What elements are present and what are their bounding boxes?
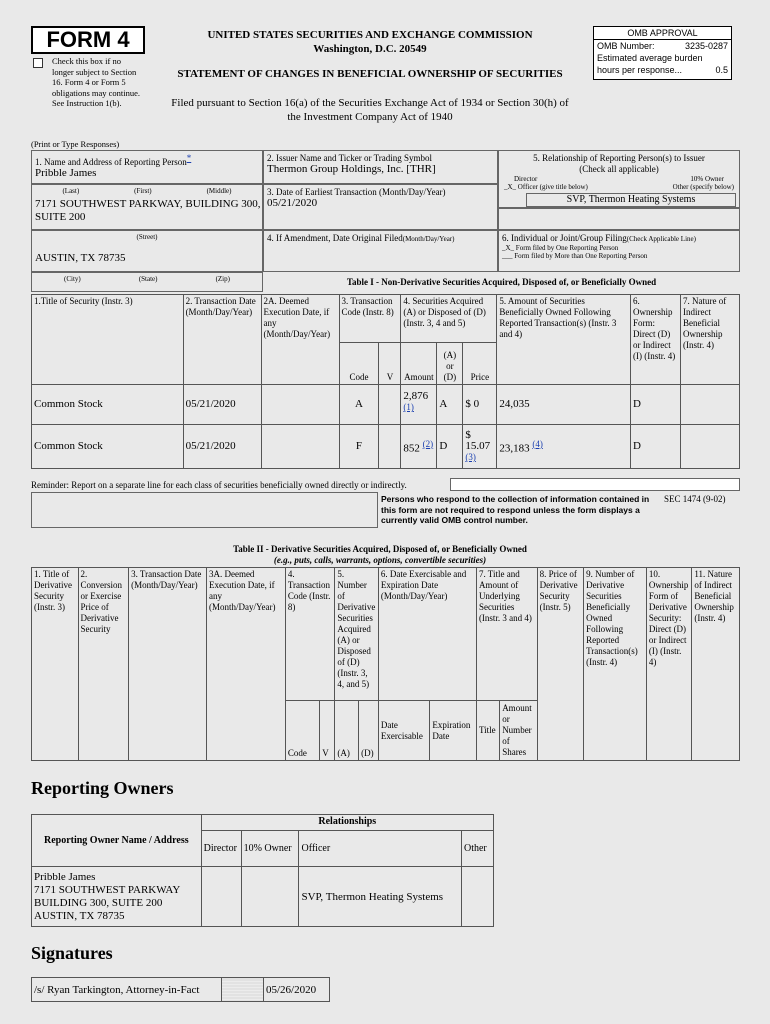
t1-h2: 2. Transaction Date (Month/Day/Year) bbox=[183, 295, 261, 385]
asterisk-link[interactable]: * bbox=[186, 153, 192, 163]
t1-price-cell bbox=[463, 425, 497, 469]
t1-h6: 6. Ownership Form: Direct (D) or Indirect (I) (Instr. 4) bbox=[631, 295, 681, 385]
ro-col-ten-pct: 10% Owner bbox=[241, 831, 299, 867]
officer-title-box bbox=[526, 193, 736, 207]
omb-hours-label: hours per response... bbox=[597, 65, 683, 75]
ro-owner-line: BUILDING 300, SUITE 200 bbox=[34, 896, 163, 909]
amendment-box bbox=[263, 230, 498, 272]
table1-row bbox=[32, 425, 740, 469]
table1 bbox=[31, 294, 740, 469]
t1-amount: 2,876 bbox=[403, 390, 429, 403]
t1-code: A bbox=[339, 385, 379, 425]
table1-title: Table I - Non-Derivative Securities Acquired, Disposed of, or Beneficially Owned bbox=[346, 277, 657, 287]
t2-h6: 6. Date Exercisable and Expiration Date (Month/Day/Year) bbox=[378, 568, 476, 701]
footnote-2-link[interactable]: (2) bbox=[422, 438, 434, 449]
footnote-1-link[interactable]: (1) bbox=[403, 402, 414, 413]
reporting-person-label: 1. Name and Address of Reporting Person bbox=[35, 157, 187, 167]
footnote-3-link[interactable]: (3) bbox=[465, 452, 476, 462]
agency-heading bbox=[160, 28, 580, 56]
ten-pct-option: 10% Owner bbox=[690, 175, 724, 183]
checkbox-text: Check this box if no longer subject to Section 16. Form 4 or Form 5 obligations may continue. See Instruction 1(b). bbox=[52, 56, 141, 108]
t2-h7: 7. Title and Amount of Underlying Securities (Instr. 3 and 4) bbox=[476, 568, 537, 701]
t1-owned-cell bbox=[497, 425, 631, 469]
t2-sub-a: (A) bbox=[335, 701, 359, 761]
omb-title: OMB APPROVAL bbox=[594, 27, 731, 40]
omb-hours-value: 0.5 bbox=[715, 65, 728, 75]
t1-deemed bbox=[261, 425, 339, 469]
t1-aord: D bbox=[437, 425, 463, 469]
signatures-table bbox=[31, 977, 330, 1002]
t1-h2a: 2A. Deemed Execution Date, if any (Month/Day/Year) bbox=[261, 295, 339, 385]
t2-h11: 11. Nature of Indirect Beneficial Ownership (Instr. 4) bbox=[692, 568, 740, 761]
ro-owner-address bbox=[32, 867, 202, 927]
relationship-sub: (Check all applicable) bbox=[579, 164, 659, 174]
officer-title: SVP, Thermon Heating Systems bbox=[566, 194, 696, 205]
t1-aord: A bbox=[437, 385, 463, 425]
footnote-4-link[interactable]: (4) bbox=[532, 438, 543, 449]
filing-sub: (Check Applicable Line) bbox=[626, 235, 696, 243]
street-label: (Street) bbox=[136, 233, 158, 241]
ro-director-value bbox=[201, 867, 241, 927]
first-label: (First) bbox=[134, 187, 152, 195]
t1-v bbox=[379, 385, 401, 425]
t1-sub-amount: Amount bbox=[401, 343, 437, 385]
omb-approval-box bbox=[593, 26, 732, 80]
reporting-address-box bbox=[31, 184, 263, 230]
reporting-owners-title: Reporting Owners bbox=[31, 778, 174, 798]
relationship-spacer bbox=[498, 208, 740, 230]
t2-h4: 4. Transaction Code (Instr. 8) bbox=[285, 568, 335, 701]
signature-gap bbox=[222, 978, 264, 1002]
t1-form: D bbox=[631, 385, 681, 425]
t2-sub-code: Code bbox=[285, 701, 319, 761]
t2-h2: 2. Conversion or Exercise Price of Derivative Security bbox=[78, 568, 129, 761]
filed-pursuant bbox=[145, 96, 595, 124]
t1-nature bbox=[680, 385, 739, 425]
t1-h1: 1.Title of Security (Instr. 3) bbox=[32, 295, 184, 385]
t2-sub-d: (D) bbox=[359, 701, 379, 761]
t1-price: $ 0 bbox=[463, 385, 497, 425]
signer-name: /s/ Ryan Tarkington, Attorney-in-Fact bbox=[32, 978, 222, 1002]
reporting-address: 7171 SOUTHWEST PARKWAY, BUILDING 300, SUITE 200 bbox=[35, 198, 261, 223]
city-state-zip-labels bbox=[31, 272, 263, 292]
t1-amount-cell bbox=[401, 425, 437, 469]
director-option: Director bbox=[514, 175, 538, 183]
t1-form: D bbox=[631, 425, 681, 469]
t2-sub-exercisable: Date Exercisable bbox=[378, 701, 430, 761]
ro-row bbox=[32, 867, 494, 927]
earliest-date-label: 3. Date of Earliest Transaction (Month/Day/Year) bbox=[267, 187, 446, 197]
signatures-title: Signatures bbox=[31, 943, 113, 963]
ro-relationships: Relationships bbox=[201, 815, 493, 831]
print-note: (Print or Type Responses) bbox=[31, 139, 120, 149]
t1-sub-aord: (A) or (D) bbox=[437, 343, 463, 385]
issuer-label: 2. Issuer Name and Ticker or Trading Symbol bbox=[267, 153, 432, 163]
reminder-blank bbox=[450, 478, 740, 491]
ro-other-value bbox=[461, 867, 493, 927]
ro-owner-line: AUSTIN, TX 78735 bbox=[34, 909, 125, 922]
t1-code: F bbox=[339, 425, 379, 469]
amendment-sub: (Month/Day/Year) bbox=[402, 235, 455, 243]
t1-date: 05/21/2020 bbox=[183, 425, 261, 469]
t2-h9: 9. Number of Derivative Securities Beneficially Owned Following Reported Transaction(s) (Instr. 4) bbox=[584, 568, 647, 761]
t1-security: Common Stock bbox=[32, 385, 184, 425]
statement-title: STATEMENT OF CHANGES IN BENEFICIAL OWNERSHIP OF SECURITIES bbox=[177, 68, 563, 80]
ro-col-other: Other bbox=[461, 831, 493, 867]
relationship-label: 5. Relationship of Reporting Person(s) to Issuer bbox=[533, 153, 705, 163]
signature-date: 05/26/2020 bbox=[264, 978, 330, 1002]
ro-ten-pct-value bbox=[241, 867, 299, 927]
t1-h5: 5. Amount of Securities Beneficially Owned Following Reported Transaction(s) (Instr. 3 and 4) bbox=[497, 295, 631, 385]
persons-blank-box bbox=[31, 492, 378, 528]
t1-sub-price: Price bbox=[463, 343, 497, 385]
no-longer-subject-checkbox[interactable] bbox=[33, 58, 43, 68]
agency-line1: UNITED STATES SECURITIES AND EXCHANGE COMMISSION bbox=[207, 29, 533, 41]
table1-row bbox=[32, 385, 740, 425]
t1-sub-code: Code bbox=[339, 343, 379, 385]
t2-h5: 5. Number of Derivative Securities Acquired (A) or Disposed of (D) (Instr. 3, 4, and 5) bbox=[335, 568, 378, 701]
t2-h8: 8. Price of Derivative Security (Instr. 5) bbox=[537, 568, 584, 761]
persons-notice: Persons who respond to the collection of information contained in this form are not required to respond unless the form displays a currently valid OMB control number. bbox=[381, 494, 650, 525]
t1-date: 05/21/2020 bbox=[183, 385, 261, 425]
agency-line2: Washington, D.C. 20549 bbox=[313, 43, 427, 55]
other-option: Other (specify below) bbox=[672, 183, 734, 191]
omb-burden: Estimated average burden bbox=[597, 53, 703, 63]
ro-owner-line: Pribble James bbox=[34, 870, 96, 883]
t1-price: $ 15.07 bbox=[465, 429, 491, 452]
amendment-label: 4. If Amendment, Date Original Filed bbox=[267, 233, 403, 243]
t1-amount: 852 bbox=[403, 442, 420, 455]
t2-h3: 3. Transaction Date (Month/Day/Year) bbox=[129, 568, 207, 761]
t1-owned: 23,183 bbox=[499, 442, 530, 455]
t1-sub-v: V bbox=[379, 343, 401, 385]
ro-col-name: Reporting Owner Name / Address bbox=[32, 815, 202, 867]
t2-sub-v: V bbox=[320, 701, 335, 761]
earliest-date-value: 05/21/2020 bbox=[267, 197, 318, 209]
sec-code: SEC 1474 (9-02) bbox=[664, 494, 726, 504]
omb-number-value: 3235-0287 bbox=[684, 41, 728, 51]
ro-col-officer: Officer bbox=[299, 831, 462, 867]
omb-hours-row bbox=[594, 64, 731, 76]
t2-h10: 10. Ownership Form of Derivative Security: Direct (D) or Indirect (I) (Instr. 4) bbox=[646, 568, 692, 761]
issuer-box bbox=[263, 150, 498, 184]
filing-one: _X_ Form filed by One Reporting Person bbox=[502, 244, 619, 252]
middle-label: (Middle) bbox=[206, 187, 232, 195]
reporting-city-box bbox=[31, 230, 263, 272]
city-label: (City) bbox=[64, 275, 81, 283]
name-sublabels bbox=[35, 187, 259, 195]
zip-label: (Zip) bbox=[215, 275, 230, 283]
filed-line2: the Investment Company Act of 1940 bbox=[287, 111, 453, 123]
table2 bbox=[31, 567, 740, 761]
reporting-person-name: Pribble James bbox=[35, 167, 97, 179]
t2-sub-title: Title bbox=[476, 701, 499, 761]
state-label: (State) bbox=[138, 275, 158, 283]
table2-title-line1: Table II - Derivative Securities Acquired, Disposed of, or Beneficially Owned bbox=[233, 544, 527, 554]
reporting-owners-table bbox=[31, 814, 494, 927]
filing-more: ___ Form filed by More than One Reporting Person bbox=[502, 252, 648, 260]
omb-number-label: OMB Number: bbox=[597, 41, 655, 51]
t1-amount-cell bbox=[401, 385, 437, 425]
t1-nature bbox=[680, 425, 739, 469]
filing-label: 6. Individual or Joint/Group Filing bbox=[502, 233, 627, 243]
omb-number-row bbox=[594, 40, 731, 52]
earliest-date-box bbox=[263, 184, 498, 230]
form-label: FORM 4 bbox=[31, 26, 145, 54]
t1-h7: 7. Nature of Indirect Beneficial Ownership (Instr. 4) bbox=[680, 295, 739, 385]
omb-burden-row bbox=[594, 52, 731, 64]
officer-option: _X_ Officer (give title below) bbox=[504, 183, 588, 191]
ro-col-director: Director bbox=[201, 831, 241, 867]
filed-line1: Filed pursuant to Section 16(a) of the Securities Exchange Act of 1934 or Section 30(h) of bbox=[171, 97, 569, 109]
t1-owned: 24,035 bbox=[497, 385, 631, 425]
ro-owner-line: 7171 SOUTHWEST PARKWAY bbox=[34, 883, 181, 896]
reporting-city: AUSTIN, TX 78735 bbox=[35, 252, 126, 264]
table2-title-line2: (e.g., puts, calls, warrants, options, convertible securities) bbox=[273, 555, 487, 565]
filing-box bbox=[498, 230, 740, 272]
table2-title bbox=[180, 544, 580, 566]
t2-h3a: 3A. Deemed Execution Date, if any (Month/Day/Year) bbox=[206, 568, 285, 761]
last-label: (Last) bbox=[62, 187, 80, 195]
t2-sub-amount: Amount or Number of Shares bbox=[500, 701, 537, 761]
t1-h4: 4. Securities Acquired (A) or Disposed of (D) (Instr. 3, 4 and 5) bbox=[401, 295, 497, 343]
issuer-value: Thermon Group Holdings, Inc. [THR] bbox=[267, 163, 436, 175]
ro-officer-value: SVP, Thermon Heating Systems bbox=[299, 867, 462, 927]
t1-h3: 3. Transaction Code (Instr. 8) bbox=[339, 295, 401, 343]
t1-security: Common Stock bbox=[32, 425, 184, 469]
t1-v bbox=[379, 425, 401, 469]
t2-sub-expiration: Expiration Date bbox=[430, 701, 477, 761]
reminder-text: Reminder: Report on a separate line for each class of securities beneficially owned directly or indirectly. bbox=[31, 480, 407, 490]
reporting-person-box bbox=[31, 150, 263, 184]
t1-deemed bbox=[261, 385, 339, 425]
t2-h1: 1. Title of Derivative Security (Instr. 3) bbox=[32, 568, 79, 761]
